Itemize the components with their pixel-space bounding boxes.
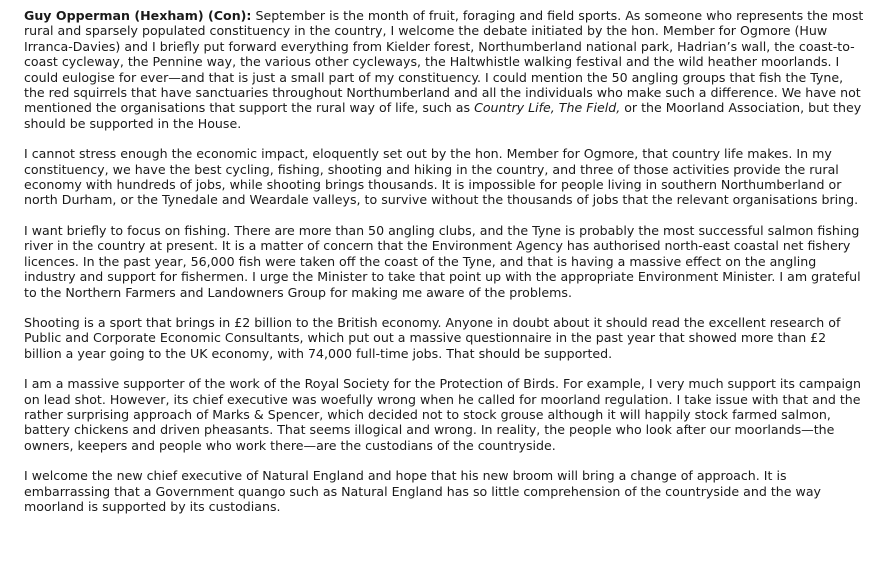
paragraph-1-italic-publications: Country Life, The Field, <box>474 100 621 116</box>
paragraph-1 <box>24 8 866 131</box>
paragraph-2: I cannot stress enough the economic impact, eloquently set out by the hon. Member for Ogmore, that country life makes. In my constituency, we have the best cycling, fishing, shooting and hiking in the country, and three of those activities provide the rural economy with hundreds of jobs, while shooting brings thousands. It is impossible for people living in southern Northumberland or north Durham, or the Tynedale and Weardale valleys, to survive without the thousands of jobs that the relevant organisations bring. <box>24 146 859 208</box>
paragraph-6: I welcome the new chief executive of Natural England and hope that his new broom will bring a change of approach. It is embarrassing that a Government quango such as Natural England has so little comprehension of the countryside and the way moorland is supported by its custodians. <box>24 468 821 514</box>
paragraph-3: I want briefly to focus on fishing. There are more than 50 angling clubs, and the Tyne is probably the most successful salmon fishing river in the country at present. It is a matter of concern that the Environment Agency has authorised north-east coastal net fishery licences. In the past year, 56,000 fish were taken off the coast of the Tyne, and that is having a massive effect on the angling industry and support for fishermen. I urge the Minister to take that point up with the appropriate Environment Minister. I am grateful to the Northern Farmers and Landowners Group for making me aware of the problems. <box>24 222 861 300</box>
paragraph-4: Shooting is a sport that brings in £2 billion to the British economy. Anyone in doubt about it should read the excellent research of Public and Corporate Economic Consultants, which put out a massive questionnaire in the past year that showed more than £2 billion a year going to the UK economy, with 74,000 full-time jobs. That should be supported. <box>24 314 841 361</box>
paragraph-1-text: September is the month of fruit, foraging and field sports. As someone who represents the most rural and sparsely populated constituency in the country, I welcome the debate initiated by the hon. Member for Ogmore (Huw Irranca-Davies) and I briefly put forward everything from Kielder forest, Northumberland national park, Hadrian’s wall, the coast-to-coast cycleway, the Pennine way, the various other cycleways, the Haltwhistle walking festival and the wild heather moorlands. I could eulogise for ever—and that is just a small part of my constituency. I could mention the 50 angling groups that fish the Tyne, the red squirrels that have sanctuaries throughout Northumberland and all the individuals who make such a difference. We have not mentioned the organisations that support the rural way of life, such as <box>24 8 864 116</box>
paragraph-5: I am a massive supporter of the work of the Royal Society for the Protection of Birds. For example, I very much support its campaign on lead shot. However, its chief executive was woefully wrong when he called for moorland regulation. I take issue with that and the rather surprising approach of Marks & Spencer, which decided not to stock grouse although it will happily stock farmed salmon, battery chickens and driven pheasants. That seems illogical and wrong. In reality, the people who look after our moorlands—the owners, keepers and people who work there—are the custodians of the countryside. <box>24 376 862 453</box>
hansard-document <box>24 8 866 529</box>
speaker-name: Guy Opperman (Hexham) (Con): <box>24 8 252 23</box>
paragraph-1-text-end: or the Moorland Association, but they should be supported in the House. <box>24 100 862 131</box>
